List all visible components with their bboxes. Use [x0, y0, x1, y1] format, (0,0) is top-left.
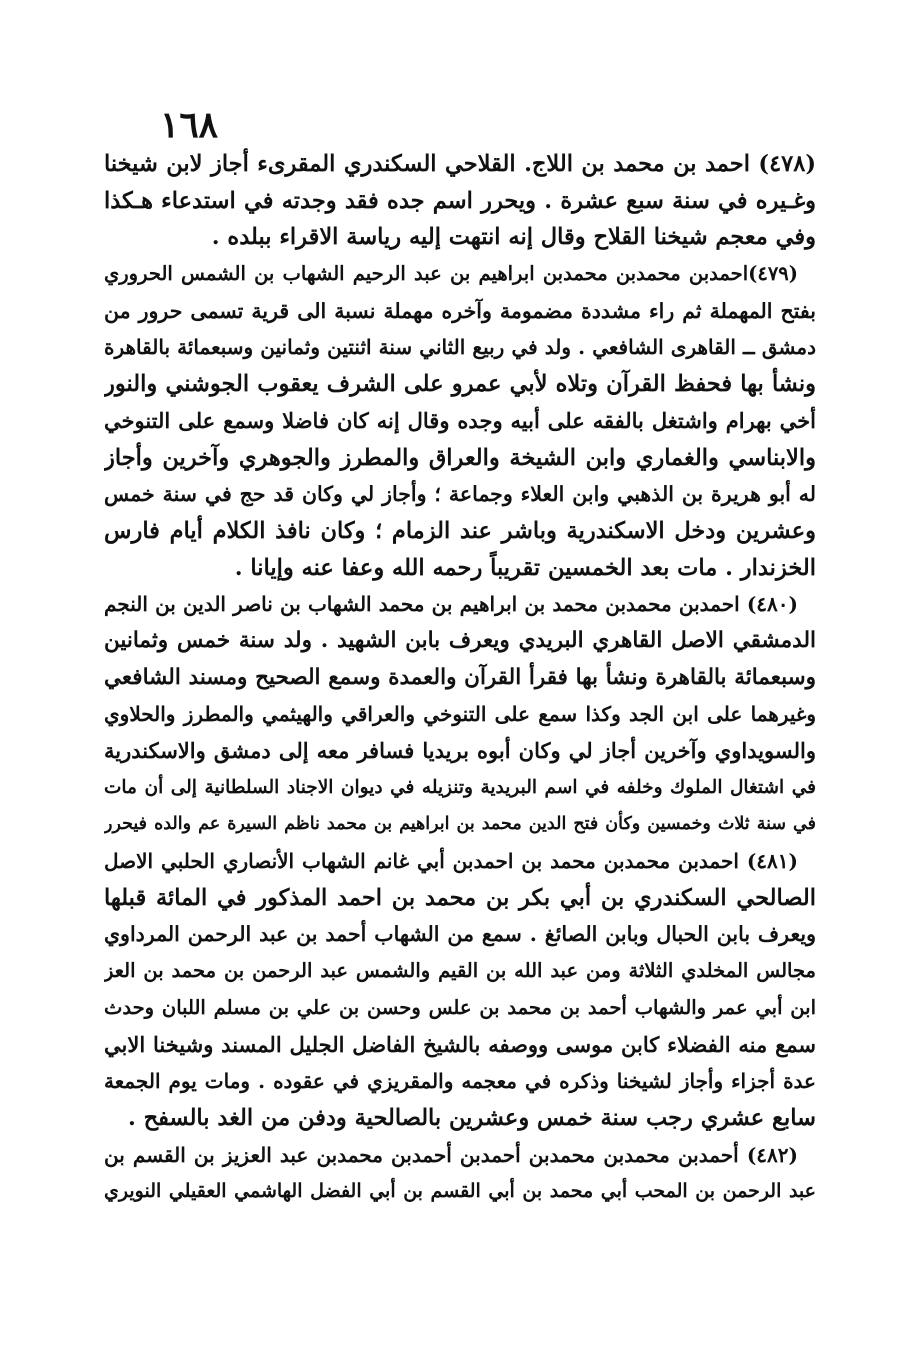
text-line: الخزندار . مات بعد الخمسين تقريباً رحمه الله وعفا عنه وإيانا .	[234, 554, 816, 581]
text-line: وفي معجم شيخنا القلاح وقال إنه انتهت إليه رياسة الاقراء ببلده .	[211, 224, 816, 251]
text-line: الصالحي السكندري بن أبي بكر بن محمد بن احمد المذكور في المائة قبلها	[104, 884, 816, 911]
text-line: (٤٨٠) احمدبن محمدبن محمد بن ابراهيم بن محمد الشهاب بن ناصر الدين بن النجم	[104, 592, 798, 617]
text-line: ابن أبي عمر والشهاب أحمد بن محمد بن علس وحسن بن علي بن مسلم اللبان وحدث	[104, 995, 816, 1019]
text-line: (٤٧٩)احمدبن محمدبن محمدبن ابراهيم بن عبد الرحيم الشهاب بن الشمس الحروري	[104, 262, 798, 286]
text-line: وغـيره في سنة سبع عشرة . ويحرر اسم جده فقد وجدته في استدعاء هـكذا	[104, 187, 816, 214]
text-line: أخي بهرام واشتغل بالفقه على أبيه وجده وقال إنه كان فاضلا وسمع على التنوخي	[104, 407, 816, 433]
page-number: ١٦٨	[160, 104, 219, 146]
text-line: في اشتغال الملوك وخلفه في اسم البريدية وتنزيله في ديوان الاجناد السلطانية إلى أن مات	[104, 776, 816, 798]
text-line: في سنة ثلاث وخمسين وكأن فتح الدين محمد بن ابراهيم بن محمد ناظم السيرة عم والده فيحرر	[104, 814, 816, 835]
text-line: ونشأ بها فحفظ القرآن وتلاه لأبي عمرو على الشرف يعقوب الجوشني والنور	[104, 371, 816, 398]
text-line: وعشرين ودخل الاسكندرية وباشر عند الزمام ؛ وكان نافذ الكلام أيام فارس	[104, 517, 816, 544]
text-body	[104, 146, 816, 1210]
text-line: سمع منه الفضلاء كابن موسى ووصفه بالشيخ الفاضل الجليل المسند وشيخنا الابي	[104, 1031, 816, 1057]
text-line: سابع عشري رجب سنة خمس وعشرين بالصالحية ودفن من الغد بالسفح .	[127, 1104, 816, 1131]
text-line: مجالس المخلدي الثلاثة ومن عبد الله بن القيم والشمس عبد الرحمن بن محمد بن العز	[104, 959, 816, 983]
text-line: (٤٨١) احمدبن محمدبن محمد بن احمدبن أبي غانم الشهاب الأنصاري الحلبي الاصل	[104, 849, 798, 874]
text-line: (٤٧٨) احمد بن محمد بن اللاج. القلاحي السكندري المقرىء أجاز لابن شيخنا	[104, 151, 816, 177]
text-line: عبد الرحمن بن المحب أبي محمد بن أبي القسم بن أبي الفضل الهاشمي العقيلي النويري	[104, 1180, 816, 1203]
text-line: (٤٨٢) أحمدبن محمدبن محمدبن أحمدبن أحمدبن محمدبن عبد العزيز بن القسم بن	[104, 1142, 798, 1167]
text-line: دمشق ــ القاهرى الشافعي . ولد في ربيع الثاني سنة اثنتين وثمانين وسبعمائة بالقاهرة	[104, 335, 816, 360]
text-line: عدة أجزاء وأجاز لشيخنا وذكره في معجمه والمقريزي في عقوده . ومات يوم الجمعة	[104, 1069, 816, 1094]
text-line: والابناسي والغماري وابن الشيخة والعراق والمطرز والجوهري وآخرين وأجاز	[104, 444, 816, 471]
text-line: الدمشقي الاصل القاهري البريدي ويعرف بابن الشهيد . ولد سنة خمس وثمانين	[104, 627, 816, 653]
text-line: له أبو هريرة بن الذهبي وابن العلاء وجماعة ؛ وأجاز لي وكان قد حج في سنة خمس	[104, 482, 816, 507]
text-line: وغيرهما على ابن الجد وكذا سمع على التنوخي والعراقي والهيثمي والمطرز والحلاوي	[104, 702, 816, 727]
text-line: والسويداوي وآخرين أجاز لي وكان أبوه بريديا فسافر معه إلى دمشق والاسكندرية	[104, 738, 816, 763]
text-line: بفتح المهملة ثم راء مشددة مضمومة وآخره مهملة نسبة الى قرية تسمى حرور من	[104, 298, 816, 323]
text-line: ويعرف بابن الحبال وبابن الصائغ . سمع من الشهاب أحمد بن عبد الرحمن المرداوي	[104, 922, 816, 947]
text-line: وسبعمائة بالقاهرة ونشأ بها فقرأ القرآن والعمدة وسمع الصحيح ومسند الشافعي	[104, 664, 816, 690]
